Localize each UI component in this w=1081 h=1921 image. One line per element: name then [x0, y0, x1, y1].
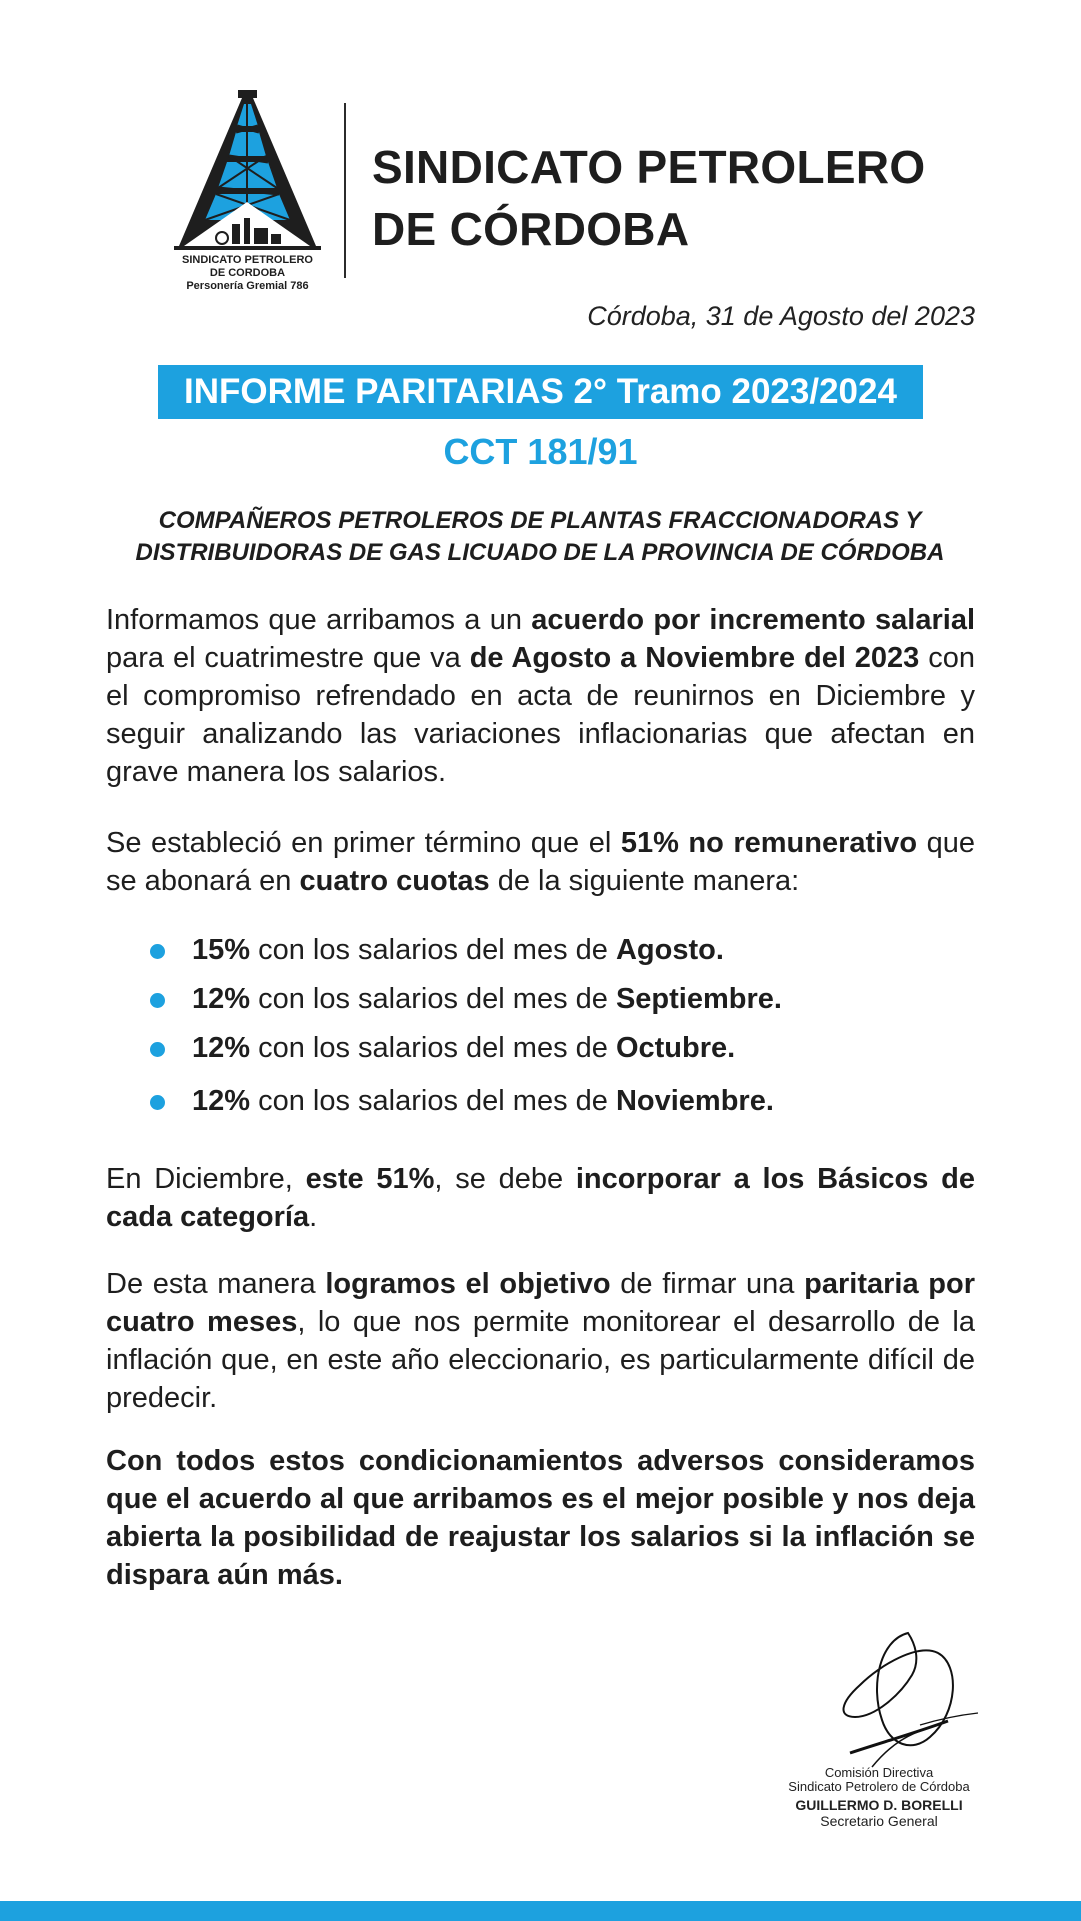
payment-text: con los salarios del mes de: [250, 934, 616, 966]
paragraph-objective: [106, 1265, 975, 1417]
text-run: de firmar una: [610, 1268, 805, 1300]
payment-month: Septiembre.: [615, 983, 782, 1015]
footer-bar: [0, 1901, 1081, 1921]
payment-percent: 12%: [192, 1032, 251, 1064]
paragraph-conclusion: Con todos estos condicionamientos adversos consideramos que el acuerdo al que arribamos es el mejor posible y nos deja abierta la posibilidad de reajustar los salarios si la inflación se dispara aún más.: [106, 1445, 975, 1591]
bold-run: paritaria por cuatro meses: [106, 1268, 975, 1338]
payment-percent: 12%: [192, 983, 251, 1015]
payment-percent: 12%: [192, 1085, 251, 1117]
text-run: En Diciembre,: [106, 1163, 306, 1195]
payment-month: Octubre.: [615, 1032, 736, 1064]
payment-month: Noviembre.: [615, 1085, 774, 1117]
signatory-role: Secretario General: [820, 1813, 938, 1829]
logo-caption: [165, 254, 330, 293]
document-date: Córdoba, 31 de Agosto del 2023: [587, 301, 975, 331]
report-title-banner: INFORME PARITARIAS 2° Tramo 2023/2024: [158, 365, 923, 419]
text-run: , se debe: [434, 1163, 576, 1195]
bullet-icon: [150, 1095, 165, 1110]
bullet-icon: [150, 1042, 165, 1057]
text-run: .: [309, 1201, 318, 1233]
text-run: , lo que nos permite monitorear el desarrollo de la inflación que, en este año eleccionario, es particularmente difícil de predecir.: [106, 1306, 975, 1414]
bullet-icon: [150, 993, 165, 1008]
bold-run: de Agosto a Noviembre del 2023: [469, 642, 920, 674]
payment-text: con los salarios del mes de: [250, 1032, 616, 1064]
logo-caption-line: Personería Gremial 786: [186, 280, 309, 292]
text-run: que se abonará en: [106, 827, 975, 897]
text-run: Informamos que arribamos a un: [106, 604, 532, 636]
logo-caption-line: DE CORDOBA: [209, 267, 286, 279]
text-run: de la siguiente manera:: [489, 865, 800, 897]
signature-organization: Sindicato Petrolero de Córdoba: [788, 1779, 970, 1794]
logo-caption-line: SINDICATO PETROLERO: [182, 254, 313, 266]
bold-run: logramos el objetivo: [325, 1268, 611, 1300]
bold-run: este 51%: [305, 1163, 435, 1195]
bold-run: incorporar a los Básicos de cada categoría: [106, 1163, 975, 1233]
bold-run: 51% no remunerativo: [620, 827, 918, 859]
text-run: Se estableció en primer término que el: [106, 827, 621, 859]
paragraph-agreement: [106, 601, 975, 791]
signature-committee: Comisión Directiva: [824, 1765, 934, 1780]
text-run: para el cuatrimestre que va: [106, 642, 470, 674]
organization-name: [372, 136, 1012, 260]
agreement-code: CCT 181/91: [443, 431, 638, 472]
payment-text: con los salarios del mes de: [250, 983, 616, 1015]
text-run: con el compromiso refrendado en acta de reunirnos en Diciembre y seguir analizando las variaciones inflacionarias que afectan en grave manera los salarios.: [106, 642, 975, 788]
payment-text: con los salarios del mes de: [250, 1085, 616, 1117]
audience-heading: [100, 505, 980, 569]
organization-name-line: DE CÓRDOBA: [372, 203, 690, 255]
text-run: De esta manera: [106, 1268, 326, 1300]
bullet-icon: [150, 944, 165, 959]
paragraph-december: [106, 1160, 975, 1236]
payment-month: Agosto.: [615, 934, 724, 966]
payment-percent: 15%: [192, 934, 251, 966]
bold-run: cuatro cuotas: [299, 865, 490, 897]
audience-heading-line: DISTRIBUIDORAS DE GAS LICUADO DE LA PROVINCIA DE CÓRDOBA: [135, 539, 945, 566]
header-divider: [344, 103, 346, 278]
paragraph-payment-terms: [106, 824, 975, 900]
signature-block: [770, 1766, 988, 1829]
signatory-name: GUILLERMO D. BORELLI: [795, 1797, 963, 1813]
audience-heading-line: COMPAÑEROS PETROLEROS DE PLANTAS FRACCIONADORAS Y: [158, 507, 922, 534]
bold-run: acuerdo por incremento salarial: [531, 604, 976, 636]
organization-name-line: SINDICATO PETROLERO: [372, 141, 926, 193]
